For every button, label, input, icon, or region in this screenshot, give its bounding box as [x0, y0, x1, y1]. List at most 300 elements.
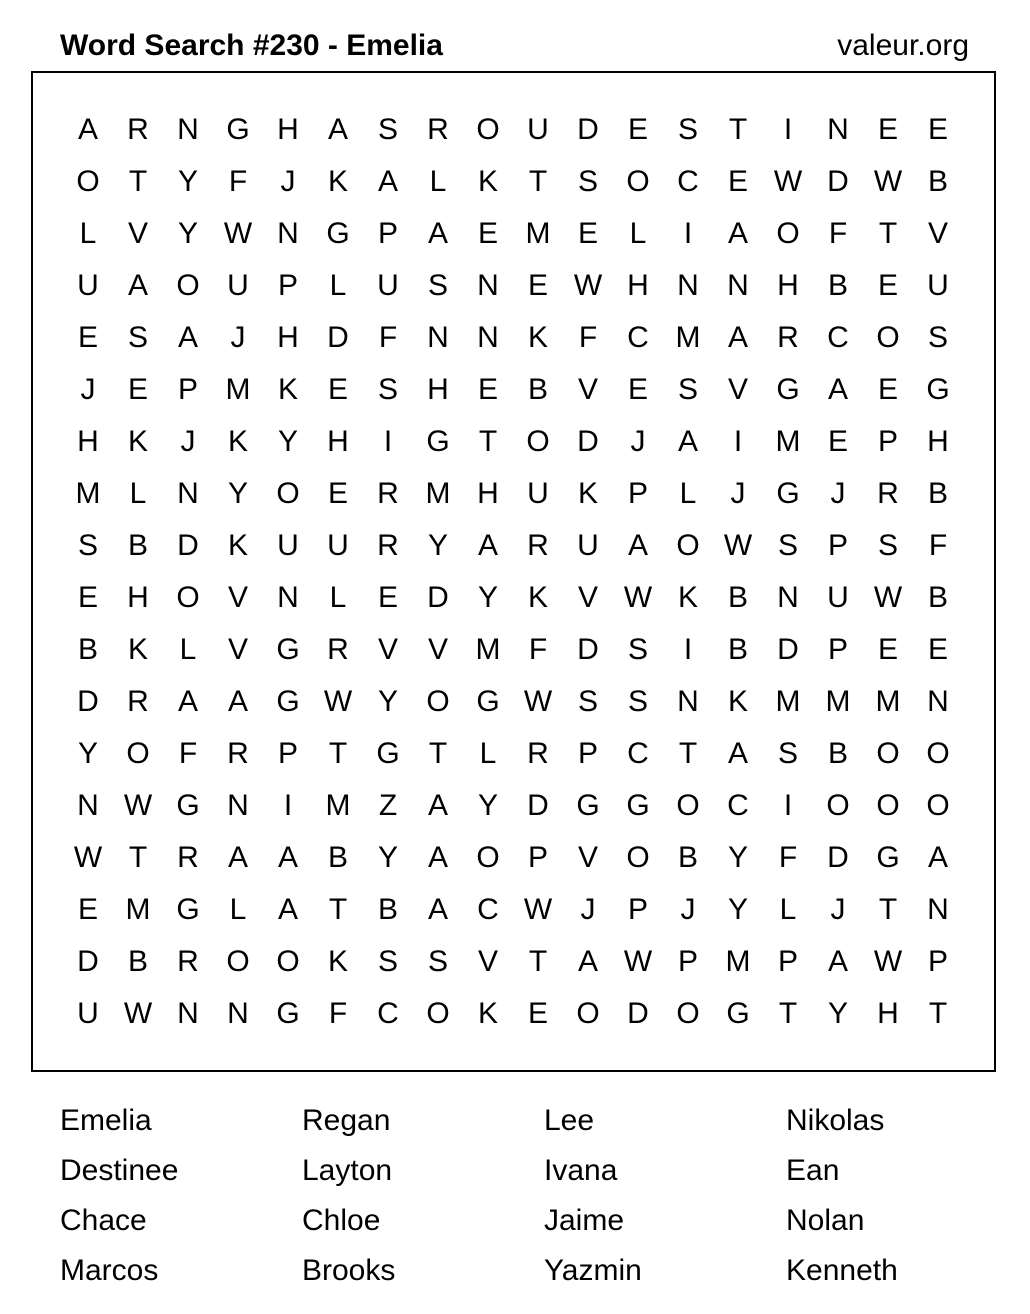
- grid-letter[interactable]: K: [127, 633, 148, 666]
- grid-letter[interactable]: L: [779, 893, 797, 926]
- grid-letter[interactable]: K: [577, 477, 598, 510]
- grid-letter[interactable]: N: [777, 581, 799, 614]
- grid-letter[interactable]: A: [427, 789, 448, 822]
- grid-letter[interactable]: S: [577, 685, 598, 718]
- grid-letter[interactable]: O: [276, 477, 300, 510]
- grid-letter[interactable]: R: [177, 841, 199, 874]
- grid-letter[interactable]: W: [873, 945, 903, 978]
- grid-letter[interactable]: F: [378, 321, 398, 354]
- grid-letter[interactable]: K: [727, 685, 748, 718]
- grid-letter[interactable]: G: [626, 789, 650, 822]
- grid-letter[interactable]: L: [629, 217, 647, 250]
- grid-letter[interactable]: O: [926, 789, 950, 822]
- grid-letter[interactable]: M: [125, 893, 151, 926]
- grid-letter[interactable]: M: [825, 685, 851, 718]
- grid-letter[interactable]: B: [727, 633, 748, 666]
- grid-letter[interactable]: M: [775, 425, 801, 458]
- grid-letter[interactable]: D: [777, 633, 799, 666]
- grid-letter[interactable]: A: [227, 685, 248, 718]
- grid-letter[interactable]: N: [477, 269, 499, 302]
- grid-letter[interactable]: F: [178, 737, 198, 770]
- grid-letter[interactable]: A: [727, 321, 748, 354]
- grid-letter[interactable]: K: [327, 945, 348, 978]
- grid-letter[interactable]: P: [777, 945, 798, 978]
- grid-letter[interactable]: L: [329, 269, 347, 302]
- grid-letter[interactable]: C: [827, 321, 849, 354]
- grid-letter[interactable]: H: [627, 269, 649, 302]
- grid-letter[interactable]: G: [776, 477, 800, 510]
- grid-letter[interactable]: A: [477, 529, 498, 562]
- grid-letter[interactable]: T: [128, 165, 148, 198]
- grid-letter[interactable]: U: [277, 529, 299, 562]
- grid-letter[interactable]: C: [627, 321, 649, 354]
- grid-letter[interactable]: A: [327, 113, 348, 146]
- grid-letter[interactable]: E: [927, 633, 948, 666]
- grid-letter[interactable]: R: [377, 477, 399, 510]
- grid-letter[interactable]: G: [776, 373, 800, 406]
- grid-letter[interactable]: R: [127, 113, 149, 146]
- grid-letter[interactable]: V: [127, 217, 148, 250]
- grid-letter[interactable]: O: [826, 789, 850, 822]
- grid-letter[interactable]: Y: [377, 841, 398, 874]
- grid-letter[interactable]: O: [476, 841, 500, 874]
- grid-letter[interactable]: S: [427, 269, 448, 302]
- grid-letter[interactable]: Y: [477, 581, 498, 614]
- grid-letter[interactable]: S: [77, 529, 98, 562]
- grid-letter[interactable]: S: [877, 529, 898, 562]
- grid-letter[interactable]: E: [877, 633, 898, 666]
- grid-letter[interactable]: A: [727, 737, 748, 770]
- grid-letter[interactable]: E: [727, 165, 748, 198]
- grid-letter[interactable]: Y: [727, 893, 748, 926]
- grid-letter[interactable]: E: [577, 217, 598, 250]
- grid-letter[interactable]: N: [177, 997, 199, 1030]
- grid-letter[interactable]: U: [577, 529, 599, 562]
- grid-letter[interactable]: N: [227, 789, 249, 822]
- grid-letter[interactable]: O: [176, 269, 200, 302]
- grid-letter[interactable]: I: [783, 113, 793, 146]
- grid-letter[interactable]: I: [683, 633, 693, 666]
- grid-letter[interactable]: T: [778, 997, 798, 1030]
- grid-letter[interactable]: T: [678, 737, 698, 770]
- grid-letter[interactable]: B: [77, 633, 98, 666]
- grid-letter[interactable]: S: [577, 165, 598, 198]
- grid-letter[interactable]: A: [277, 841, 298, 874]
- grid-letter[interactable]: O: [426, 997, 450, 1030]
- grid-letter[interactable]: A: [427, 893, 448, 926]
- grid-letter[interactable]: B: [827, 269, 848, 302]
- grid-letter[interactable]: E: [377, 581, 398, 614]
- grid-letter[interactable]: V: [927, 217, 948, 250]
- grid-letter[interactable]: T: [478, 425, 498, 458]
- grid-letter[interactable]: M: [775, 685, 801, 718]
- grid-letter[interactable]: O: [226, 945, 250, 978]
- grid-letter[interactable]: W: [523, 685, 553, 718]
- grid-letter[interactable]: G: [576, 789, 600, 822]
- grid-letter[interactable]: A: [677, 425, 698, 458]
- grid-letter[interactable]: I: [783, 789, 793, 822]
- grid-letter[interactable]: N: [477, 321, 499, 354]
- grid-letter[interactable]: A: [77, 113, 98, 146]
- grid-letter[interactable]: U: [527, 477, 549, 510]
- grid-letter[interactable]: O: [126, 737, 150, 770]
- grid-letter[interactable]: N: [677, 269, 699, 302]
- grid-letter[interactable]: W: [873, 581, 903, 614]
- grid-letter[interactable]: D: [77, 945, 99, 978]
- grid-letter[interactable]: L: [429, 165, 447, 198]
- grid-letter[interactable]: D: [177, 529, 199, 562]
- grid-letter[interactable]: I: [683, 217, 693, 250]
- grid-letter[interactable]: U: [527, 113, 549, 146]
- grid-letter[interactable]: N: [277, 217, 299, 250]
- grid-letter[interactable]: O: [876, 321, 900, 354]
- grid-letter[interactable]: J: [180, 425, 196, 458]
- grid-letter[interactable]: W: [873, 165, 903, 198]
- grid-letter[interactable]: R: [427, 113, 449, 146]
- grid-letter[interactable]: S: [627, 685, 648, 718]
- grid-letter[interactable]: S: [127, 321, 148, 354]
- grid-letter[interactable]: L: [479, 737, 497, 770]
- grid-letter[interactable]: G: [926, 373, 950, 406]
- grid-letter[interactable]: E: [77, 321, 98, 354]
- grid-letter[interactable]: V: [577, 841, 598, 874]
- grid-letter[interactable]: E: [527, 269, 548, 302]
- grid-letter[interactable]: U: [327, 529, 349, 562]
- grid-letter[interactable]: E: [527, 997, 548, 1030]
- grid-letter[interactable]: Y: [727, 841, 748, 874]
- grid-letter[interactable]: H: [427, 373, 449, 406]
- grid-letter[interactable]: G: [176, 893, 200, 926]
- grid-letter[interactable]: O: [276, 945, 300, 978]
- grid-letter[interactable]: C: [377, 997, 399, 1030]
- grid-letter[interactable]: F: [778, 841, 798, 874]
- grid-letter[interactable]: M: [475, 633, 501, 666]
- grid-letter[interactable]: E: [627, 113, 648, 146]
- grid-letter[interactable]: H: [327, 425, 349, 458]
- grid-letter[interactable]: D: [427, 581, 449, 614]
- grid-letter[interactable]: A: [427, 217, 448, 250]
- grid-letter[interactable]: F: [228, 165, 248, 198]
- grid-letter[interactable]: V: [227, 581, 248, 614]
- grid-letter[interactable]: O: [426, 685, 450, 718]
- grid-letter[interactable]: R: [877, 477, 899, 510]
- grid-letter[interactable]: L: [129, 477, 147, 510]
- grid-letter[interactable]: S: [677, 113, 698, 146]
- grid-letter[interactable]: A: [827, 373, 848, 406]
- grid-letter[interactable]: F: [328, 997, 348, 1030]
- grid-letter[interactable]: B: [927, 477, 948, 510]
- grid-letter[interactable]: U: [377, 269, 399, 302]
- grid-letter[interactable]: S: [377, 113, 398, 146]
- grid-letter[interactable]: A: [427, 841, 448, 874]
- grid-letter[interactable]: U: [927, 269, 949, 302]
- grid-letter[interactable]: R: [327, 633, 349, 666]
- grid-letter[interactable]: A: [227, 841, 248, 874]
- grid-letter[interactable]: M: [675, 321, 701, 354]
- grid-letter[interactable]: J: [630, 425, 646, 458]
- grid-letter[interactable]: L: [79, 217, 97, 250]
- grid-letter[interactable]: D: [577, 113, 599, 146]
- grid-letter[interactable]: N: [77, 789, 99, 822]
- grid-letter[interactable]: A: [177, 685, 198, 718]
- grid-letter[interactable]: K: [677, 581, 698, 614]
- grid-letter[interactable]: P: [827, 529, 848, 562]
- grid-letter[interactable]: U: [827, 581, 849, 614]
- grid-letter[interactable]: A: [177, 321, 198, 354]
- grid-letter[interactable]: M: [225, 373, 251, 406]
- grid-letter[interactable]: Y: [377, 685, 398, 718]
- grid-letter[interactable]: S: [777, 737, 798, 770]
- grid-letter[interactable]: B: [127, 945, 148, 978]
- grid-letter[interactable]: W: [73, 841, 103, 874]
- grid-letter[interactable]: P: [877, 425, 898, 458]
- grid-letter[interactable]: W: [623, 945, 653, 978]
- grid-letter[interactable]: N: [177, 477, 199, 510]
- grid-letter[interactable]: A: [577, 945, 598, 978]
- grid-letter[interactable]: S: [927, 321, 948, 354]
- grid-letter[interactable]: S: [427, 945, 448, 978]
- grid-letter[interactable]: J: [830, 893, 846, 926]
- grid-letter[interactable]: N: [677, 685, 699, 718]
- grid-letter[interactable]: N: [277, 581, 299, 614]
- grid-letter[interactable]: K: [527, 581, 548, 614]
- grid-letter[interactable]: E: [877, 373, 898, 406]
- grid-letter[interactable]: N: [927, 893, 949, 926]
- grid-letter[interactable]: D: [627, 997, 649, 1030]
- grid-letter[interactable]: O: [476, 113, 500, 146]
- grid-letter[interactable]: T: [428, 737, 448, 770]
- grid-letter[interactable]: T: [878, 217, 898, 250]
- grid-letter[interactable]: E: [327, 477, 348, 510]
- grid-letter[interactable]: G: [476, 685, 500, 718]
- grid-letter[interactable]: W: [223, 217, 253, 250]
- grid-letter[interactable]: W: [323, 685, 353, 718]
- grid-letter[interactable]: W: [523, 893, 553, 926]
- grid-letter[interactable]: W: [123, 789, 153, 822]
- grid-letter[interactable]: R: [177, 945, 199, 978]
- grid-letter[interactable]: K: [527, 321, 548, 354]
- grid-letter[interactable]: V: [727, 373, 748, 406]
- grid-letter[interactable]: I: [283, 789, 293, 822]
- grid-letter[interactable]: N: [427, 321, 449, 354]
- grid-letter[interactable]: Y: [277, 425, 298, 458]
- grid-letter[interactable]: J: [280, 165, 296, 198]
- grid-letter[interactable]: M: [325, 789, 351, 822]
- grid-letter[interactable]: W: [123, 997, 153, 1030]
- grid-letter[interactable]: M: [875, 685, 901, 718]
- grid-letter[interactable]: P: [177, 373, 198, 406]
- grid-letter[interactable]: G: [276, 997, 300, 1030]
- grid-letter[interactable]: T: [328, 737, 348, 770]
- grid-letter[interactable]: M: [725, 945, 751, 978]
- grid-letter[interactable]: L: [679, 477, 697, 510]
- grid-letter[interactable]: H: [877, 997, 899, 1030]
- grid-letter[interactable]: F: [828, 217, 848, 250]
- grid-letter[interactable]: N: [827, 113, 849, 146]
- grid-letter[interactable]: P: [377, 217, 398, 250]
- grid-letter[interactable]: D: [327, 321, 349, 354]
- grid-letter[interactable]: O: [876, 737, 900, 770]
- grid-letter[interactable]: H: [127, 581, 149, 614]
- grid-letter[interactable]: G: [876, 841, 900, 874]
- grid-letter[interactable]: R: [777, 321, 799, 354]
- grid-letter[interactable]: R: [377, 529, 399, 562]
- grid-letter[interactable]: T: [328, 893, 348, 926]
- grid-letter[interactable]: T: [728, 113, 748, 146]
- grid-letter[interactable]: B: [927, 165, 948, 198]
- grid-letter[interactable]: T: [128, 841, 148, 874]
- grid-letter[interactable]: M: [75, 477, 101, 510]
- grid-letter[interactable]: T: [528, 165, 548, 198]
- grid-letter[interactable]: A: [627, 529, 648, 562]
- grid-letter[interactable]: T: [878, 893, 898, 926]
- grid-letter[interactable]: C: [627, 737, 649, 770]
- grid-letter[interactable]: U: [227, 269, 249, 302]
- grid-letter[interactable]: V: [427, 633, 448, 666]
- grid-letter[interactable]: G: [176, 789, 200, 822]
- grid-letter[interactable]: G: [376, 737, 400, 770]
- grid-letter[interactable]: P: [627, 477, 648, 510]
- grid-letter[interactable]: M: [425, 477, 451, 510]
- grid-letter[interactable]: L: [179, 633, 197, 666]
- grid-letter[interactable]: L: [229, 893, 247, 926]
- grid-letter[interactable]: S: [377, 945, 398, 978]
- grid-letter[interactable]: P: [677, 945, 698, 978]
- grid-letter[interactable]: U: [77, 997, 99, 1030]
- grid-letter[interactable]: N: [927, 685, 949, 718]
- grid-letter[interactable]: D: [827, 841, 849, 874]
- grid-letter[interactable]: I: [733, 425, 743, 458]
- grid-letter[interactable]: F: [578, 321, 598, 354]
- grid-letter[interactable]: Y: [77, 737, 98, 770]
- grid-letter[interactable]: E: [627, 373, 648, 406]
- grid-letter[interactable]: C: [477, 893, 499, 926]
- grid-letter[interactable]: S: [627, 633, 648, 666]
- grid-letter[interactable]: O: [626, 841, 650, 874]
- grid-letter[interactable]: O: [676, 529, 700, 562]
- grid-letter[interactable]: S: [677, 373, 698, 406]
- grid-letter[interactable]: J: [230, 321, 246, 354]
- grid-letter[interactable]: K: [127, 425, 148, 458]
- grid-letter[interactable]: W: [573, 269, 603, 302]
- grid-letter[interactable]: N: [177, 113, 199, 146]
- grid-letter[interactable]: F: [928, 529, 948, 562]
- grid-letter[interactable]: H: [777, 269, 799, 302]
- grid-letter[interactable]: H: [477, 477, 499, 510]
- grid-letter[interactable]: B: [327, 841, 348, 874]
- grid-letter[interactable]: G: [276, 685, 300, 718]
- grid-letter[interactable]: D: [577, 425, 599, 458]
- grid-letter[interactable]: M: [525, 217, 551, 250]
- grid-letter[interactable]: P: [527, 841, 548, 874]
- grid-letter[interactable]: O: [176, 581, 200, 614]
- grid-letter[interactable]: Y: [477, 789, 498, 822]
- grid-letter[interactable]: O: [576, 997, 600, 1030]
- grid-letter[interactable]: E: [877, 113, 898, 146]
- grid-letter[interactable]: E: [877, 269, 898, 302]
- grid-letter[interactable]: K: [277, 373, 298, 406]
- grid-letter[interactable]: G: [326, 217, 350, 250]
- grid-letter[interactable]: F: [528, 633, 548, 666]
- grid-letter[interactable]: S: [777, 529, 798, 562]
- grid-letter[interactable]: G: [276, 633, 300, 666]
- grid-letter[interactable]: B: [377, 893, 398, 926]
- grid-letter[interactable]: G: [226, 113, 250, 146]
- grid-letter[interactable]: H: [277, 321, 299, 354]
- grid-letter[interactable]: E: [327, 373, 348, 406]
- grid-letter[interactable]: B: [727, 581, 748, 614]
- grid-letter[interactable]: O: [526, 425, 550, 458]
- grid-letter[interactable]: V: [377, 633, 398, 666]
- grid-letter[interactable]: D: [77, 685, 99, 718]
- grid-letter[interactable]: K: [227, 425, 248, 458]
- grid-letter[interactable]: H: [927, 425, 949, 458]
- grid-letter[interactable]: Z: [378, 789, 398, 822]
- grid-letter[interactable]: D: [577, 633, 599, 666]
- grid-letter[interactable]: V: [577, 581, 598, 614]
- grid-letter[interactable]: J: [830, 477, 846, 510]
- grid-letter[interactable]: J: [80, 373, 96, 406]
- grid-letter[interactable]: K: [327, 165, 348, 198]
- grid-letter[interactable]: T: [928, 997, 948, 1030]
- grid-letter[interactable]: H: [77, 425, 99, 458]
- grid-letter[interactable]: B: [927, 581, 948, 614]
- grid-letter[interactable]: R: [527, 737, 549, 770]
- grid-letter[interactable]: L: [329, 581, 347, 614]
- grid-letter[interactable]: I: [383, 425, 393, 458]
- grid-letter[interactable]: J: [680, 893, 696, 926]
- grid-letter[interactable]: C: [677, 165, 699, 198]
- grid-letter[interactable]: N: [727, 269, 749, 302]
- grid-letter[interactable]: P: [277, 737, 298, 770]
- grid-letter[interactable]: P: [277, 269, 298, 302]
- grid-letter[interactable]: E: [77, 581, 98, 614]
- grid-letter[interactable]: T: [528, 945, 548, 978]
- grid-letter[interactable]: J: [580, 893, 596, 926]
- grid-letter[interactable]: Y: [177, 217, 198, 250]
- grid-letter[interactable]: O: [926, 737, 950, 770]
- grid-letter[interactable]: K: [477, 165, 498, 198]
- grid-letter[interactable]: H: [277, 113, 299, 146]
- grid-letter[interactable]: A: [927, 841, 948, 874]
- grid-letter[interactable]: N: [227, 997, 249, 1030]
- grid-letter[interactable]: Y: [177, 165, 198, 198]
- grid-letter[interactable]: A: [377, 165, 398, 198]
- grid-letter[interactable]: A: [277, 893, 298, 926]
- grid-letter[interactable]: O: [676, 789, 700, 822]
- grid-letter[interactable]: Y: [827, 997, 848, 1030]
- grid-letter[interactable]: A: [727, 217, 748, 250]
- grid-letter[interactable]: Y: [427, 529, 448, 562]
- grid-letter[interactable]: B: [677, 841, 698, 874]
- grid-letter[interactable]: P: [627, 893, 648, 926]
- grid-letter[interactable]: V: [477, 945, 498, 978]
- grid-letter[interactable]: V: [227, 633, 248, 666]
- grid-letter[interactable]: O: [776, 217, 800, 250]
- grid-letter[interactable]: R: [527, 529, 549, 562]
- grid-letter[interactable]: E: [827, 425, 848, 458]
- grid-letter[interactable]: B: [827, 737, 848, 770]
- grid-letter[interactable]: O: [676, 997, 700, 1030]
- grid-letter[interactable]: G: [426, 425, 450, 458]
- grid-letter[interactable]: V: [577, 373, 598, 406]
- grid-letter[interactable]: G: [726, 997, 750, 1030]
- grid-letter[interactable]: Y: [227, 477, 248, 510]
- grid-letter[interactable]: S: [377, 373, 398, 406]
- grid-letter[interactable]: P: [927, 945, 948, 978]
- grid-letter[interactable]: O: [626, 165, 650, 198]
- grid-letter[interactable]: P: [577, 737, 598, 770]
